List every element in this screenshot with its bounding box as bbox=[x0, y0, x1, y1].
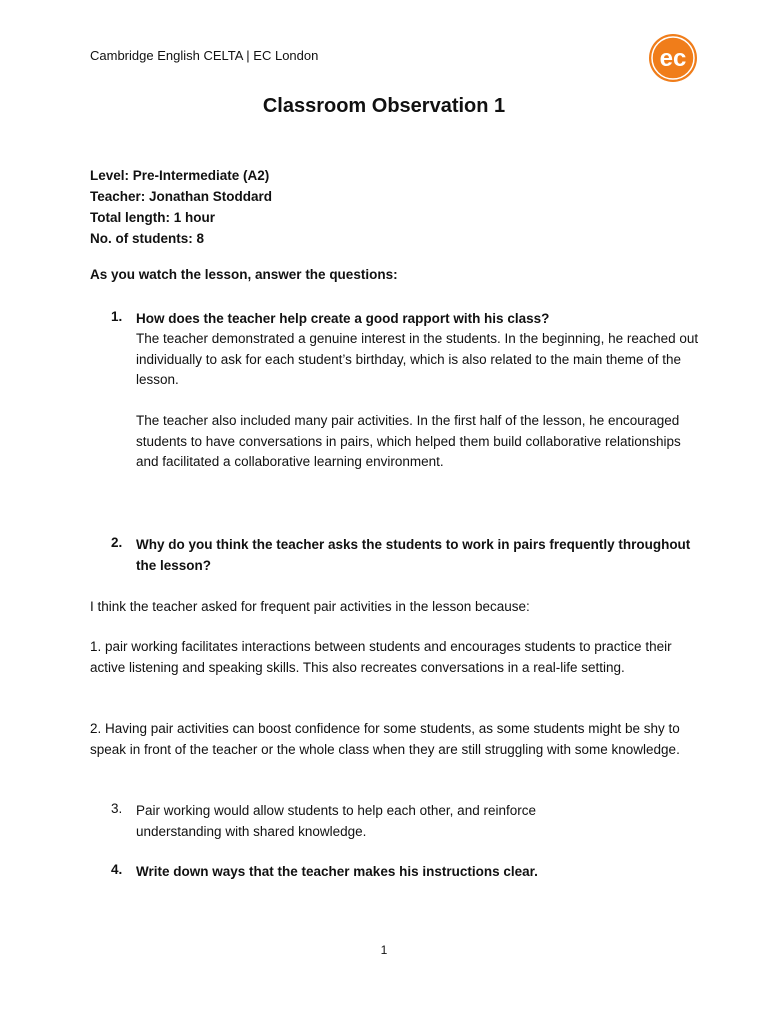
question-4-text: Write down ways that the teacher makes his instructions clear. bbox=[136, 864, 538, 879]
question-2-reason-3: Pair working would allow students to help each other, and reinforce understanding with shared knowledge. bbox=[136, 803, 536, 839]
question-4-number: 4. bbox=[111, 862, 123, 877]
question-1-text: How does the teacher help create a good rapport with his class? bbox=[136, 311, 550, 326]
meta-length: Total length: 1 hour bbox=[90, 210, 215, 225]
question-2-reason-3-number: 3. bbox=[111, 801, 123, 816]
question-2-reason-2: 2. Having pair activities can boost confidence for some students, as some students might be shy to speak in front of the teacher or the whole class when they are still struggling with some knowledge. bbox=[90, 721, 680, 757]
question-1-number: 1. bbox=[111, 309, 123, 324]
question-2-reason-1: 1. pair working facilitates interactions between students and encourages students to practice their active listening and speaking skills. This also recreates conversations in a real-life setting. bbox=[90, 639, 672, 675]
instructions-intro: As you watch the lesson, answer the questions: bbox=[90, 267, 398, 282]
header-text: Cambridge English CELTA | EC London bbox=[90, 48, 319, 63]
lesson-meta bbox=[90, 165, 272, 249]
logo-text: ec bbox=[659, 45, 687, 72]
meta-teacher: Teacher: Jonathan Stoddard bbox=[90, 189, 273, 204]
page-number: 1 bbox=[380, 943, 388, 957]
ec-logo-icon bbox=[648, 33, 698, 83]
question-2-number: 2. bbox=[111, 535, 123, 550]
document-title: Classroom Observation 1 bbox=[262, 95, 506, 117]
question-1-answer-p2: The teacher also included many pair activities. In the first half of the lesson, he encouraged students to have conversations in pairs, which helped them build collaborative relationships and facilitated a collaborative learning environment. bbox=[136, 413, 681, 469]
question-1-answer-p1: The teacher demonstrated a genuine interest in the students. In the beginning, he reached out individually to ask for each student’s birthday, which is also related to the main theme of the lesson. bbox=[136, 331, 699, 387]
meta-level: Level: Pre-Intermediate (A2) bbox=[90, 168, 270, 183]
question-2-answer-intro: I think the teacher asked for frequent pair activities in the lesson because: bbox=[90, 599, 530, 614]
question-2-text: Why do you think the teacher asks the students to work in pairs frequently throughout the lesson? bbox=[136, 537, 691, 573]
meta-students: No. of students: 8 bbox=[90, 231, 204, 246]
